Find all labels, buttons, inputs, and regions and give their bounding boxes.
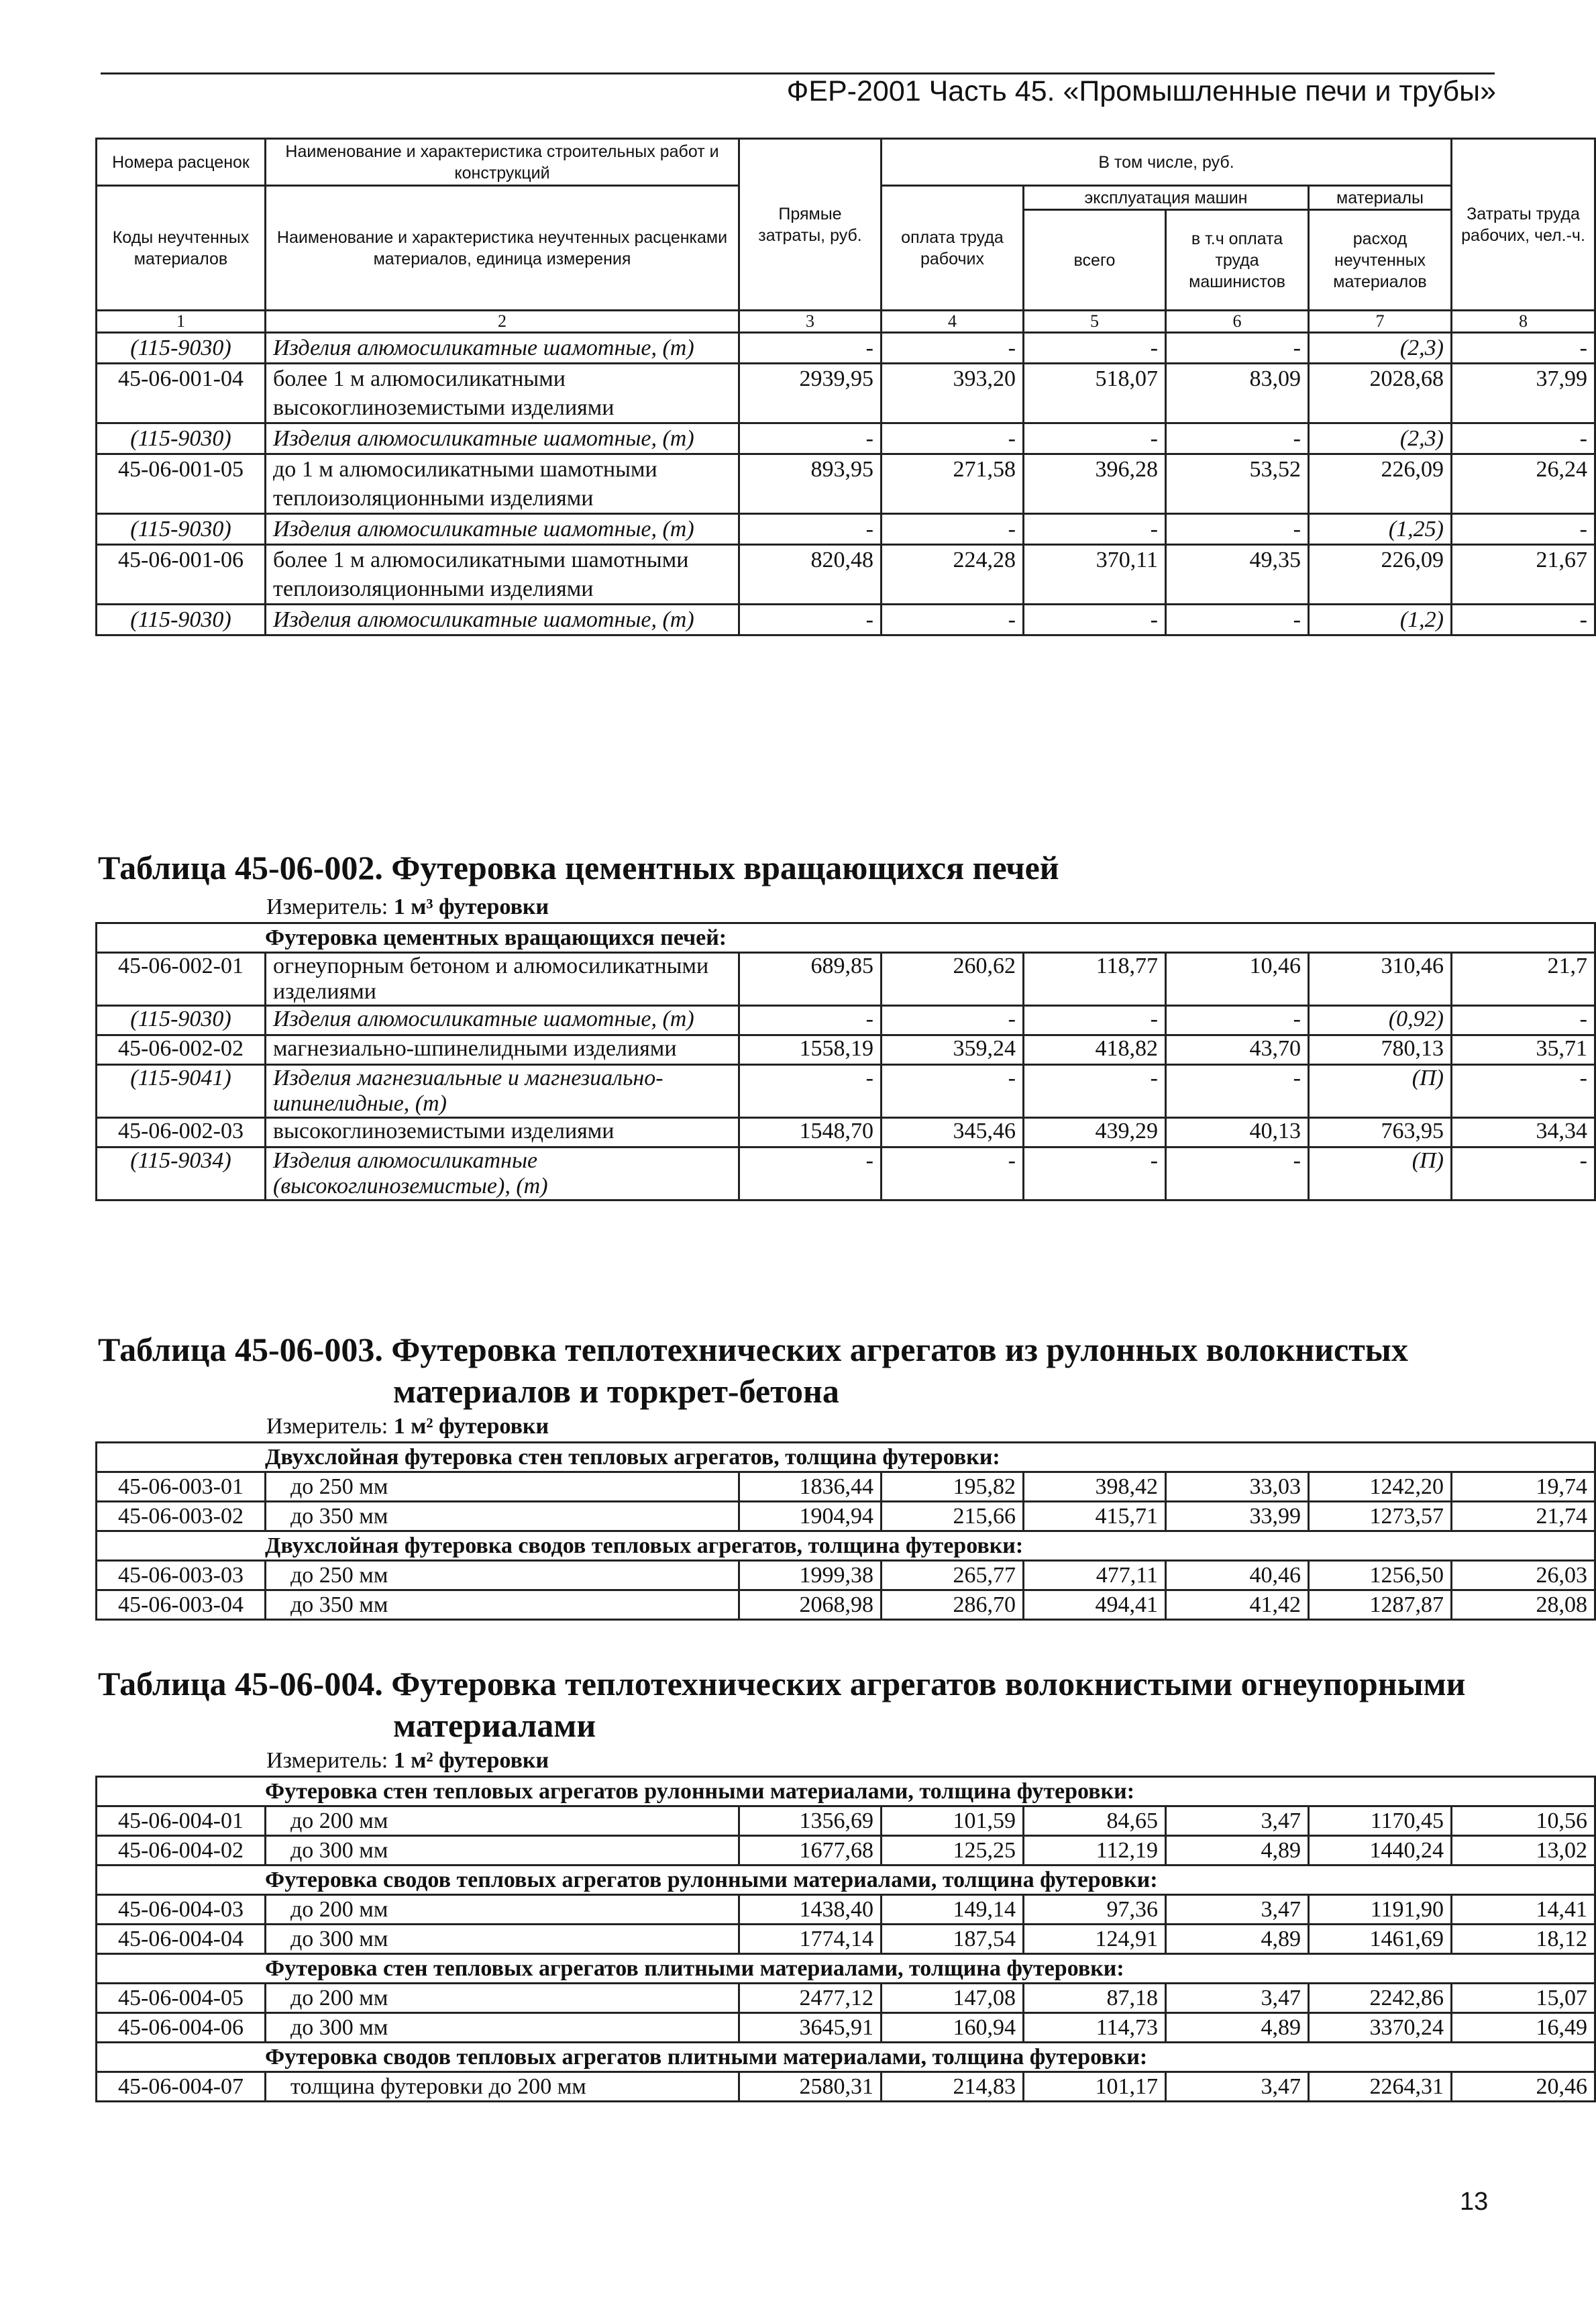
material-row xyxy=(97,1065,1595,1118)
value-cell: - xyxy=(882,1065,1024,1118)
work-name: до 250 мм xyxy=(266,1561,739,1590)
value-cell: 820,48 xyxy=(739,545,882,605)
value-cell: - xyxy=(1024,333,1166,364)
value-cell: 439,29 xyxy=(1024,1118,1166,1147)
value-cell: 2477,12 xyxy=(739,1984,882,2013)
col-header-labor-hours: Затраты труда рабочих, чел.-ч. xyxy=(1452,139,1595,311)
value-cell: (0,92) xyxy=(1309,1006,1452,1035)
value-cell: - xyxy=(1452,605,1595,635)
value-cell: 1999,38 xyxy=(739,1561,882,1590)
rate-row xyxy=(97,1590,1595,1620)
material-name: Изделия алюмосиликатные (высокоглиноземистые), (т) xyxy=(266,1147,739,1200)
value-cell: 3370,24 xyxy=(1309,2013,1452,2043)
value-cell: 1356,69 xyxy=(739,1806,882,1836)
rate-code: 45-06-004-06 xyxy=(97,2013,266,2043)
value-cell: 415,71 xyxy=(1024,1502,1166,1531)
material-row xyxy=(97,1147,1595,1200)
value-cell: 1287,87 xyxy=(1309,1590,1452,1620)
meter-label: Измеритель: xyxy=(266,1748,388,1773)
meter-label: Измеритель: xyxy=(266,895,388,919)
value-cell: 21,74 xyxy=(1452,1502,1595,1531)
value-cell: - xyxy=(1024,1065,1166,1118)
value-cell: (2,3) xyxy=(1309,333,1452,364)
value-cell: 40,13 xyxy=(1166,1118,1309,1147)
value-cell: 1242,20 xyxy=(1309,1472,1452,1502)
rate-code: 45-06-002-03 xyxy=(97,1118,266,1147)
rate-row xyxy=(97,1035,1595,1065)
value-cell: 112,19 xyxy=(1024,1836,1166,1866)
group-label: Футеровка стен тепловых агрегатов рулонными материалами, толщина футеровки: xyxy=(97,1777,1595,1806)
value-cell: - xyxy=(1166,514,1309,545)
rate-row xyxy=(97,953,1595,1006)
value-cell: 224,28 xyxy=(882,545,1024,605)
table-003-title-line2: материалов и торкрет-бетона xyxy=(393,1372,839,1410)
col-header-work-name: Наименование и характеристика строительных работ и конструкций xyxy=(266,139,739,186)
rate-row xyxy=(97,454,1595,514)
value-cell: - xyxy=(739,1147,882,1200)
column-numbers-row xyxy=(97,311,1595,333)
value-cell: 125,25 xyxy=(882,1836,1024,1866)
value-cell: 370,11 xyxy=(1024,545,1166,605)
material-name: Изделия алюмосиликатные шамотные, (т) xyxy=(266,1006,739,1035)
value-cell: 14,41 xyxy=(1452,1895,1595,1925)
value-cell: 4,89 xyxy=(1166,2013,1309,2043)
rate-code: 45-06-004-05 xyxy=(97,1984,266,2013)
material-name: Изделия магнезиальные и магнезиально-шпинелидные, (т) xyxy=(266,1065,739,1118)
work-name: толщина футеровки до 200 мм xyxy=(266,2072,739,2102)
value-cell: (1,2) xyxy=(1309,605,1452,635)
material-row xyxy=(97,605,1595,635)
value-cell: - xyxy=(1452,514,1595,545)
rate-code: 45-06-004-04 xyxy=(97,1925,266,1954)
col-number: 4 xyxy=(882,311,1024,333)
value-cell: 21,67 xyxy=(1452,545,1595,605)
value-cell: 1558,19 xyxy=(739,1035,882,1065)
value-cell: 359,24 xyxy=(882,1035,1024,1065)
value-cell: 226,09 xyxy=(1309,454,1452,514)
value-cell: 2580,31 xyxy=(739,2072,882,2102)
value-cell: - xyxy=(882,423,1024,454)
rate-row xyxy=(97,1806,1595,1836)
group-header-row xyxy=(97,1954,1595,1984)
table-004-meter xyxy=(266,1746,1493,1776)
value-cell: 43,70 xyxy=(1166,1035,1309,1065)
value-cell: - xyxy=(882,605,1024,635)
material-code: (115-9030) xyxy=(97,605,266,635)
value-cell: - xyxy=(882,1006,1024,1035)
value-cell: 260,62 xyxy=(882,953,1024,1006)
value-cell: 1904,94 xyxy=(739,1502,882,1531)
value-cell: 893,95 xyxy=(739,454,882,514)
material-code: (115-9030) xyxy=(97,1006,266,1035)
group-label: Футеровка сводов тепловых агрегатов рулонными материалами, толщина футеровки: xyxy=(97,1866,1595,1895)
value-cell: 20,46 xyxy=(1452,2072,1595,2102)
group-header-row xyxy=(97,1531,1595,1561)
col-header-machines: эксплуатация машин xyxy=(1024,186,1309,210)
value-cell: 215,66 xyxy=(882,1502,1024,1531)
value-cell: 37,99 xyxy=(1452,364,1595,423)
value-cell: 34,34 xyxy=(1452,1118,1595,1147)
value-cell: 2028,68 xyxy=(1309,364,1452,423)
meter-label: Измеритель: xyxy=(266,1414,388,1439)
work-name: до 250 мм xyxy=(266,1472,739,1502)
value-cell: 4,89 xyxy=(1166,1836,1309,1866)
rate-row xyxy=(97,1836,1595,1866)
rate-code: 45-06-001-04 xyxy=(97,364,266,423)
rate-row xyxy=(97,1925,1595,1954)
value-cell: 1440,24 xyxy=(1309,1836,1452,1866)
value-cell: 477,11 xyxy=(1024,1561,1166,1590)
work-name: до 350 мм xyxy=(266,1502,739,1531)
material-name: Изделия алюмосиликатные шамотные, (т) xyxy=(266,333,739,364)
value-cell: 418,82 xyxy=(1024,1035,1166,1065)
rate-row xyxy=(97,2072,1595,2102)
material-code: (115-9030) xyxy=(97,423,266,454)
rate-code: 45-06-001-05 xyxy=(97,454,266,514)
table-003-title-line1: Таблица 45-06-003. Футеровка теплотехнических агрегатов из рулонных волокнистых xyxy=(98,1331,1408,1368)
value-cell: 15,07 xyxy=(1452,1984,1595,2013)
value-cell: - xyxy=(1452,1147,1595,1200)
work-name: высокоглиноземистыми изделиями xyxy=(266,1118,739,1147)
rate-code: 45-06-003-03 xyxy=(97,1561,266,1590)
value-cell: 16,49 xyxy=(1452,2013,1595,2043)
table-003-section xyxy=(95,1329,1587,1621)
col-header-machines-total: всего xyxy=(1024,210,1166,311)
value-cell: 3,47 xyxy=(1166,2072,1309,2102)
meter-value: 1 м² футеровки xyxy=(393,1748,549,1773)
table-003-title xyxy=(95,1329,1493,1412)
value-cell: 195,82 xyxy=(882,1472,1024,1502)
value-cell: 226,09 xyxy=(1309,545,1452,605)
rate-code: 45-06-003-04 xyxy=(97,1590,266,1620)
table-004-title-line2: материалами xyxy=(393,1706,596,1744)
work-name: более 1 м алюмосиликатными шамотными теплоизоляционными изделиями xyxy=(266,545,739,605)
work-name: до 1 м алюмосиликатными шамотными теплоизоляционными изделиями xyxy=(266,454,739,514)
value-cell: 28,08 xyxy=(1452,1590,1595,1620)
value-cell: 10,46 xyxy=(1166,953,1309,1006)
value-cell: 40,46 xyxy=(1166,1561,1309,1590)
table-004-title-line1: Таблица 45-06-004. Футеровка теплотехнических агрегатов волокнистыми огнеупорными xyxy=(98,1665,1466,1702)
value-cell: 2939,95 xyxy=(739,364,882,423)
col-header-materials: материалы xyxy=(1309,186,1452,210)
table-003-body xyxy=(97,1443,1595,1620)
value-cell: 147,08 xyxy=(882,1984,1024,2013)
value-cell: 2242,86 xyxy=(1309,1984,1452,2013)
rate-code: 45-06-003-02 xyxy=(97,1502,266,1531)
col-header-rate-numbers: Номера расценок xyxy=(97,139,266,186)
table-004-section xyxy=(95,1663,1588,2102)
rate-code: 45-06-002-02 xyxy=(97,1035,266,1065)
value-cell: 19,74 xyxy=(1452,1472,1595,1502)
col-number: 8 xyxy=(1452,311,1595,333)
value-cell: 396,28 xyxy=(1024,454,1166,514)
material-name: Изделия алюмосиликатные шамотные, (т) xyxy=(266,514,739,545)
value-cell: 101,17 xyxy=(1024,2072,1166,2102)
value-cell: 2068,98 xyxy=(739,1590,882,1620)
group-label: Двухслойная футеровка сводов тепловых агрегатов, толщина футеровки: xyxy=(97,1531,1595,1561)
value-cell: - xyxy=(1166,1006,1309,1035)
value-cell: 393,20 xyxy=(882,364,1024,423)
value-cell: (П) xyxy=(1309,1147,1452,1200)
value-cell: - xyxy=(739,1065,882,1118)
col-header-material-use: расход неучтенных материалов xyxy=(1309,210,1452,311)
value-cell: 118,77 xyxy=(1024,953,1166,1006)
group-header-row xyxy=(97,1777,1595,1806)
rate-code: 45-06-004-02 xyxy=(97,1836,266,1866)
material-row xyxy=(97,423,1595,454)
value-cell: 101,59 xyxy=(882,1806,1024,1836)
group-label: Двухслойная футеровка стен тепловых агрегатов, толщина футеровки: xyxy=(97,1443,1595,1472)
table-004-body xyxy=(97,1777,1595,2102)
col-number: 3 xyxy=(739,311,882,333)
work-name: до 300 мм xyxy=(266,1836,739,1866)
col-header-worker-pay: оплата труда рабочих xyxy=(882,186,1024,311)
rates-table-004 xyxy=(95,1776,1596,2102)
value-cell: 4,89 xyxy=(1166,1925,1309,1954)
work-name: до 300 мм xyxy=(266,1925,739,1954)
group-header-row xyxy=(97,1443,1595,1472)
value-cell: 18,12 xyxy=(1452,1925,1595,1954)
value-cell: 33,03 xyxy=(1166,1472,1309,1502)
value-cell: 41,42 xyxy=(1166,1590,1309,1620)
material-code: (115-9030) xyxy=(97,514,266,545)
value-cell: 3,47 xyxy=(1166,1895,1309,1925)
rate-code: 45-06-004-01 xyxy=(97,1806,266,1836)
group-header-row xyxy=(97,1866,1595,1895)
value-cell: 13,02 xyxy=(1452,1836,1595,1866)
value-cell: (1,25) xyxy=(1309,514,1452,545)
value-cell: - xyxy=(882,1147,1024,1200)
value-cell: 26,03 xyxy=(1452,1561,1595,1590)
value-cell: 345,46 xyxy=(882,1118,1024,1147)
value-cell: 149,14 xyxy=(882,1895,1024,1925)
value-cell: - xyxy=(882,333,1024,364)
col-header-direct-costs: Прямые затраты, руб. xyxy=(739,139,882,311)
value-cell: - xyxy=(1166,1065,1309,1118)
col-header-material-codes: Коды неучтенных материалов xyxy=(97,186,266,311)
table-001-body xyxy=(97,333,1595,635)
value-cell: - xyxy=(739,333,882,364)
rates-table-001 xyxy=(95,138,1596,636)
value-cell: 21,7 xyxy=(1452,953,1595,1006)
rate-row xyxy=(97,1472,1595,1502)
value-cell: - xyxy=(739,423,882,454)
value-cell: 33,99 xyxy=(1166,1502,1309,1531)
value-cell: - xyxy=(1024,1006,1166,1035)
table-002-meter xyxy=(266,892,1493,922)
material-code: (115-9030) xyxy=(97,333,266,364)
rate-row xyxy=(97,1502,1595,1531)
value-cell: 83,09 xyxy=(1166,364,1309,423)
work-name: до 300 мм xyxy=(266,2013,739,2043)
value-cell: (2,3) xyxy=(1309,423,1452,454)
work-name: до 200 мм xyxy=(266,1806,739,1836)
page-number: 13 xyxy=(1460,2188,1489,2216)
rate-code: 45-06-004-07 xyxy=(97,2072,266,2102)
meter-value: 1 м³ футеровки xyxy=(393,895,549,919)
table-002-title: Таблица 45-06-002. Футеровка цементных вращающихся печей xyxy=(98,849,1059,886)
rate-row xyxy=(97,1895,1595,1925)
value-cell: 310,46 xyxy=(1309,953,1452,1006)
table-002-body xyxy=(97,953,1595,1200)
rate-row xyxy=(97,545,1595,605)
work-name: до 350 мм xyxy=(266,1590,739,1620)
value-cell: - xyxy=(1024,605,1166,635)
value-cell: - xyxy=(1452,1006,1595,1035)
rate-row xyxy=(97,1561,1595,1590)
value-cell: 53,52 xyxy=(1166,454,1309,514)
value-cell: 1836,44 xyxy=(739,1472,882,1502)
value-cell: 187,54 xyxy=(882,1925,1024,1954)
col-number: 6 xyxy=(1166,311,1309,333)
col-number: 1 xyxy=(97,311,266,333)
value-cell: - xyxy=(739,605,882,635)
value-cell: - xyxy=(1166,605,1309,635)
value-cell: - xyxy=(1452,1065,1595,1118)
value-cell: 3645,91 xyxy=(739,2013,882,2043)
col-number: 5 xyxy=(1024,311,1166,333)
value-cell: 271,58 xyxy=(882,454,1024,514)
rate-code: 45-06-003-01 xyxy=(97,1472,266,1502)
value-cell: 49,35 xyxy=(1166,545,1309,605)
rate-row xyxy=(97,1984,1595,2013)
value-cell: - xyxy=(1024,514,1166,545)
value-cell: 518,07 xyxy=(1024,364,1166,423)
rates-table-003 xyxy=(95,1441,1596,1621)
material-row xyxy=(97,333,1595,364)
value-cell: 1256,50 xyxy=(1309,1561,1452,1590)
header-rule xyxy=(101,72,1495,74)
value-cell: 87,18 xyxy=(1024,1984,1166,2013)
table-003-meter xyxy=(266,1412,1493,1441)
material-code: (115-9034) xyxy=(97,1147,266,1200)
value-cell: 3,47 xyxy=(1166,1806,1309,1836)
rate-code: 45-06-002-01 xyxy=(97,953,266,1006)
work-name: магнезиально-шпинелидными изделиями xyxy=(266,1035,739,1065)
value-cell: 124,91 xyxy=(1024,1925,1166,1954)
material-row xyxy=(97,1006,1595,1035)
work-name: более 1 м алюмосиликатными высокоглиноземистыми изделиями xyxy=(266,364,739,423)
group-header-row xyxy=(97,2043,1595,2072)
value-cell: 2264,31 xyxy=(1309,2072,1452,2102)
rate-row xyxy=(97,2013,1595,2043)
table-004-title xyxy=(95,1663,1493,1746)
value-cell: - xyxy=(1024,1147,1166,1200)
value-cell: 1548,70 xyxy=(739,1118,882,1147)
material-name: Изделия алюмосиликатные шамотные, (т) xyxy=(266,423,739,454)
value-cell: 1438,40 xyxy=(739,1895,882,1925)
value-cell: 265,77 xyxy=(882,1561,1024,1590)
value-cell: 114,73 xyxy=(1024,2013,1166,2043)
value-cell: - xyxy=(1452,333,1595,364)
value-cell: 1273,57 xyxy=(1309,1502,1452,1531)
value-cell: 97,36 xyxy=(1024,1895,1166,1925)
value-cell: 84,65 xyxy=(1024,1806,1166,1836)
value-cell: - xyxy=(882,514,1024,545)
value-cell: 160,94 xyxy=(882,2013,1024,2043)
value-cell: 1191,90 xyxy=(1309,1895,1452,1925)
value-cell: 1774,14 xyxy=(739,1925,882,1954)
rates-table-002 xyxy=(95,922,1596,1201)
material-code: (115-9041) xyxy=(97,1065,266,1118)
meter-value: 1 м² футеровки xyxy=(393,1414,549,1439)
rate-code: 45-06-001-06 xyxy=(97,545,266,605)
work-name: до 200 мм xyxy=(266,1984,739,2013)
work-name: до 200 мм xyxy=(266,1895,739,1925)
group-label: Футеровка сводов тепловых агрегатов плитными материалами, толщина футеровки: xyxy=(97,2043,1595,2072)
value-cell: 1170,45 xyxy=(1309,1806,1452,1836)
group-label: Футеровка стен тепловых агрегатов плитными материалами, толщина футеровки: xyxy=(97,1954,1595,1984)
page-header-title: ФЕР-2001 Часть 45. «Промышленные печи и трубы» xyxy=(786,75,1496,107)
value-cell: 286,70 xyxy=(882,1590,1024,1620)
value-cell: 1677,68 xyxy=(739,1836,882,1866)
value-cell: 689,85 xyxy=(739,953,882,1006)
col-number: 2 xyxy=(266,311,739,333)
rate-code: 45-06-004-03 xyxy=(97,1895,266,1925)
rate-row xyxy=(97,1118,1595,1147)
work-name: огнеупорным бетоном и алюмосиликатными изделиями xyxy=(266,953,739,1006)
value-cell: - xyxy=(1166,333,1309,364)
col-header-machinist-pay: в т.ч оплата труда машинистов xyxy=(1166,210,1309,311)
value-cell: 214,83 xyxy=(882,2072,1024,2102)
value-cell: 1461,69 xyxy=(1309,1925,1452,1954)
col-header-including: В том числе, руб. xyxy=(882,139,1452,186)
value-cell: 3,47 xyxy=(1166,1984,1309,2013)
value-cell: 763,95 xyxy=(1309,1118,1452,1147)
value-cell: 398,42 xyxy=(1024,1472,1166,1502)
value-cell: 494,41 xyxy=(1024,1590,1166,1620)
value-cell: 26,24 xyxy=(1452,454,1595,514)
value-cell: 10,56 xyxy=(1452,1806,1595,1836)
value-cell: - xyxy=(739,1006,882,1035)
material-row xyxy=(97,514,1595,545)
value-cell: - xyxy=(1166,1147,1309,1200)
value-cell: 780,13 xyxy=(1309,1035,1452,1065)
value-cell: - xyxy=(1452,423,1595,454)
table-002-section xyxy=(95,844,1587,1201)
material-name: Изделия алюмосиликатные шамотные, (т) xyxy=(266,605,739,635)
rate-row xyxy=(97,364,1595,423)
table-002-group-label: Футеровка цементных вращающихся печей: xyxy=(97,923,1595,953)
value-cell: - xyxy=(1024,423,1166,454)
value-cell: - xyxy=(739,514,882,545)
col-number: 7 xyxy=(1309,311,1452,333)
value-cell: - xyxy=(1166,423,1309,454)
value-cell: 35,71 xyxy=(1452,1035,1595,1065)
value-cell: (П) xyxy=(1309,1065,1452,1118)
col-header-material-name: Наименование и характеристика неучтенных расценками материалов, единица измерения xyxy=(266,186,739,311)
